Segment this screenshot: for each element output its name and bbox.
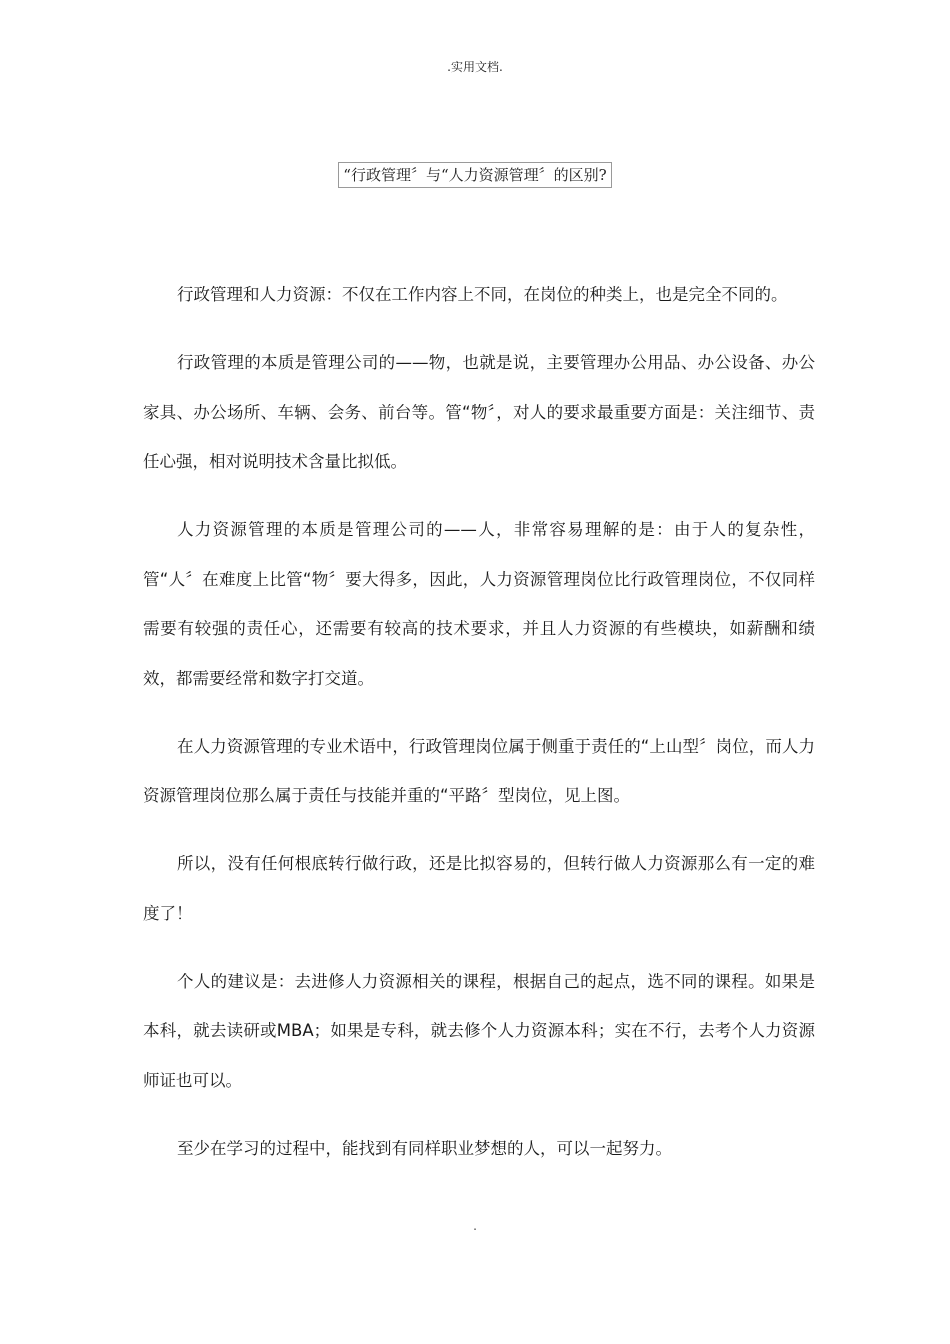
page-footer: .	[473, 1219, 477, 1233]
page-header: .实用文档.	[447, 60, 503, 74]
document-title: “行政管理〞与“人力资源管理〞的区别?	[338, 162, 611, 188]
paragraph-4: 在人力资源管理的专业术语中，行政管理岗位属于侧重于责任的“上山型〞岗位，而人力资源管理岗位那么属于责任与技能并重的“平路〞型岗位，见上图。	[143, 736, 815, 805]
paragraph-1: 行政管理和人力资源：不仅在工作内容上不同，在岗位的种类上，也是完全不同的。	[177, 285, 788, 304]
paragraph-3: 人力资源管理的本质是管理公司的——人，非常容易理解的是：由于人的复杂性，管“人〞在难度上比管“物〞要大得多，因此，人力资源管理岗位比行政管理岗位，不仅同样需要有较强的责任心，还需要有较高的技术要求，并且人力资源的有些模块，如薪酬和绩效，都需要经常和数字打交道。	[143, 520, 815, 688]
paragraph-7: 至少在学习的过程中，能找到有同样职业梦想的人，可以一起努力。	[177, 1138, 672, 1158]
paragraph-2: 行政管理的本质是管理公司的——物，也就是说，主要管理办公用品、办公设备、办公家具、办公场所、车辆、会务、前台等。管“物〞，对人的要求最重要方面是：关注细节、责任心强，相对说明技术含量比拟低。	[143, 353, 815, 471]
document-body	[143, 270, 815, 1192]
paragraph-5: 所以，没有任何根底转行做行政，还是比拟容易的，但转行做人力资源那么有一定的难度了！	[143, 854, 815, 923]
title-container	[0, 162, 950, 188]
paragraph-6: 个人的建议是：去进修人力资源相关的课程，根据自己的起点，选不同的课程。如果是本科，就去读研或MBA；如果是专科，就去修个人力资源本科；实在不行，去考个人力资源师证也可以。	[143, 971, 815, 1090]
